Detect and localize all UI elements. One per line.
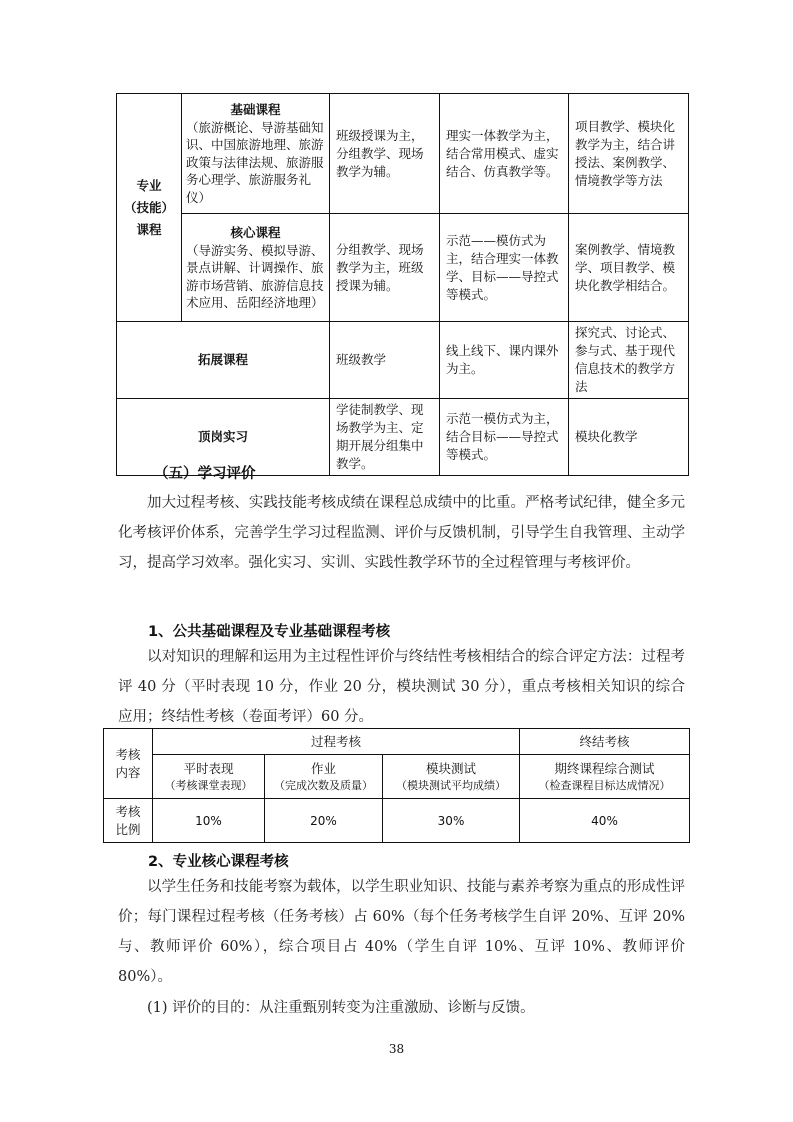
method-cell: 探究式、讨论式、参与式、基于现代信息技术的教学方法 [569, 322, 689, 399]
teaching-method-table [116, 93, 689, 476]
organization-cell: 班级授课为主，分组教学、现场教学为辅。 [330, 94, 440, 214]
ratio-cell: 30% [383, 799, 520, 843]
table-row [104, 799, 690, 843]
internship-label: 顶岗实习 [117, 399, 330, 476]
organization-cell: 分组教学、现场教学为主，班级授课为辅。 [330, 214, 440, 322]
subsection-heading-2: 2、专业核心课程考核 [148, 854, 289, 870]
ratio-cell: 10% [153, 799, 265, 843]
intro-paragraph [118, 488, 685, 578]
category-cell [117, 94, 182, 322]
column-note: （完成次数及质量） [274, 778, 373, 792]
ratio-cell: 40% [520, 799, 690, 843]
table-row [117, 94, 689, 214]
sub1-text: 以对知识的理解和运用为主过程性评价与终结性考核相结合的综合评定方法：过程考评 40 分（平时表现 10 分，作业 20 分，模块测试 30 分），重点考核相关知识的综合应用；终结性考核（卷面考评）60 分。 [118, 649, 685, 725]
mode-cell: 示范——模仿式为主，结合理实一体教学、目标——导控式等模式。 [440, 214, 569, 322]
organization-cell: 班级教学 [330, 322, 440, 399]
table-row [104, 755, 690, 799]
category-label-line: 专业 [136, 177, 162, 193]
sub1-paragraph [118, 642, 685, 732]
ratio-label-cell [104, 799, 153, 843]
assessment-table [103, 728, 690, 843]
content-label-line: 考核 [115, 746, 141, 762]
column-header [520, 755, 690, 799]
content-label-line: 内容 [115, 764, 141, 780]
ratio-label-line: 比例 [115, 821, 141, 837]
column-header [383, 755, 520, 799]
ratio-label-line: 考核 [115, 803, 141, 819]
column-header [265, 755, 383, 799]
table-row [117, 322, 689, 399]
method-cell: 模块化教学 [569, 399, 689, 476]
final-header: 终结考核 [520, 729, 690, 755]
mode-cell: 示范一模仿式为主，结合目标——导控式等模式。 [440, 399, 569, 476]
intro-text: 加大过程考核、实践技能考核成绩在课程总成绩中的比重。严格考试纪律，健全多元化考核评价体系，完善学生学习过程监测、评价与反馈机制，引导学生自我管理、主动学习，提高学习效率。强化实习、实训、实践性教学环节的全过程管理与考核评价。 [118, 495, 685, 571]
ratio-cell: 20% [265, 799, 383, 843]
column-name: 模块测试 [426, 760, 477, 776]
category-label-line: （技能） [123, 199, 174, 215]
subsection-heading-1: 1、公共基础课程及专业基础课程考核 [148, 624, 391, 640]
table-row [117, 214, 689, 322]
page-number: 38 [388, 1042, 405, 1056]
column-note: （模块测试平均成绩） [396, 778, 506, 792]
course-title: 核心课程 [230, 224, 281, 240]
organization-cell: 学徒制教学、现场教学为主、定期开展分组集中教学。 [330, 399, 440, 476]
sub2-paragraph [118, 872, 685, 992]
category-label-line: 课程 [136, 221, 162, 237]
method-cell: 案例教学、情境教学、项目教学、模块化教学相结合。 [569, 214, 689, 322]
course-cell [182, 214, 330, 322]
section-heading: （五）学习评价 [154, 466, 256, 482]
table-row [104, 729, 690, 755]
sub2-item-1 [118, 993, 685, 1023]
course-list: （导游实务、模拟导游、景点讲解、计调操作、旅游市场营销、旅游信息技术应用、岳阳经济地理） [186, 242, 324, 310]
course-title: 基础课程 [230, 101, 281, 117]
course-list: （旅游概论、导游基础知识、中国旅游地理、旅游政策与法律法规、旅游服务心理学、旅游服务礼仪） [186, 119, 324, 205]
course-cell [182, 94, 330, 214]
column-note: （检查课程目标达成情况） [538, 778, 671, 792]
column-name: 作业 [310, 760, 336, 776]
process-header: 过程考核 [153, 729, 520, 755]
column-name: 期终课程综合测试 [554, 760, 655, 776]
method-cell: 项目教学、模块化教学为主，结合讲授法、案例教学、情境教学等方法 [569, 94, 689, 214]
mode-cell: 线上线下、课内课外为主。 [440, 322, 569, 399]
mode-cell: 理实一体教学为主，结合常用模式、虚实结合、仿真教学等。 [440, 94, 569, 214]
sub2-text: 以学生任务和技能考察为载体，以学生职业知识、技能与素养考察为重点的形成性评价；每门课程过程考核（任务考核）占 60%（每个任务考核学生自评 20%、互评 20%与、教师评价 60%），综合项目占 40%（学生自评 10%、互评 10%、教师评价 80%）。 [118, 879, 685, 985]
column-header [153, 755, 265, 799]
content-label-cell [104, 729, 153, 799]
extension-label: 拓展课程 [117, 322, 330, 399]
column-name: 平时表现 [183, 760, 234, 776]
column-note: （考核课堂表现） [164, 778, 253, 792]
sub2-item-1-text: (1) 评价的目的：从注重甄别转变为注重激励、诊断与反馈。 [147, 1000, 535, 1016]
